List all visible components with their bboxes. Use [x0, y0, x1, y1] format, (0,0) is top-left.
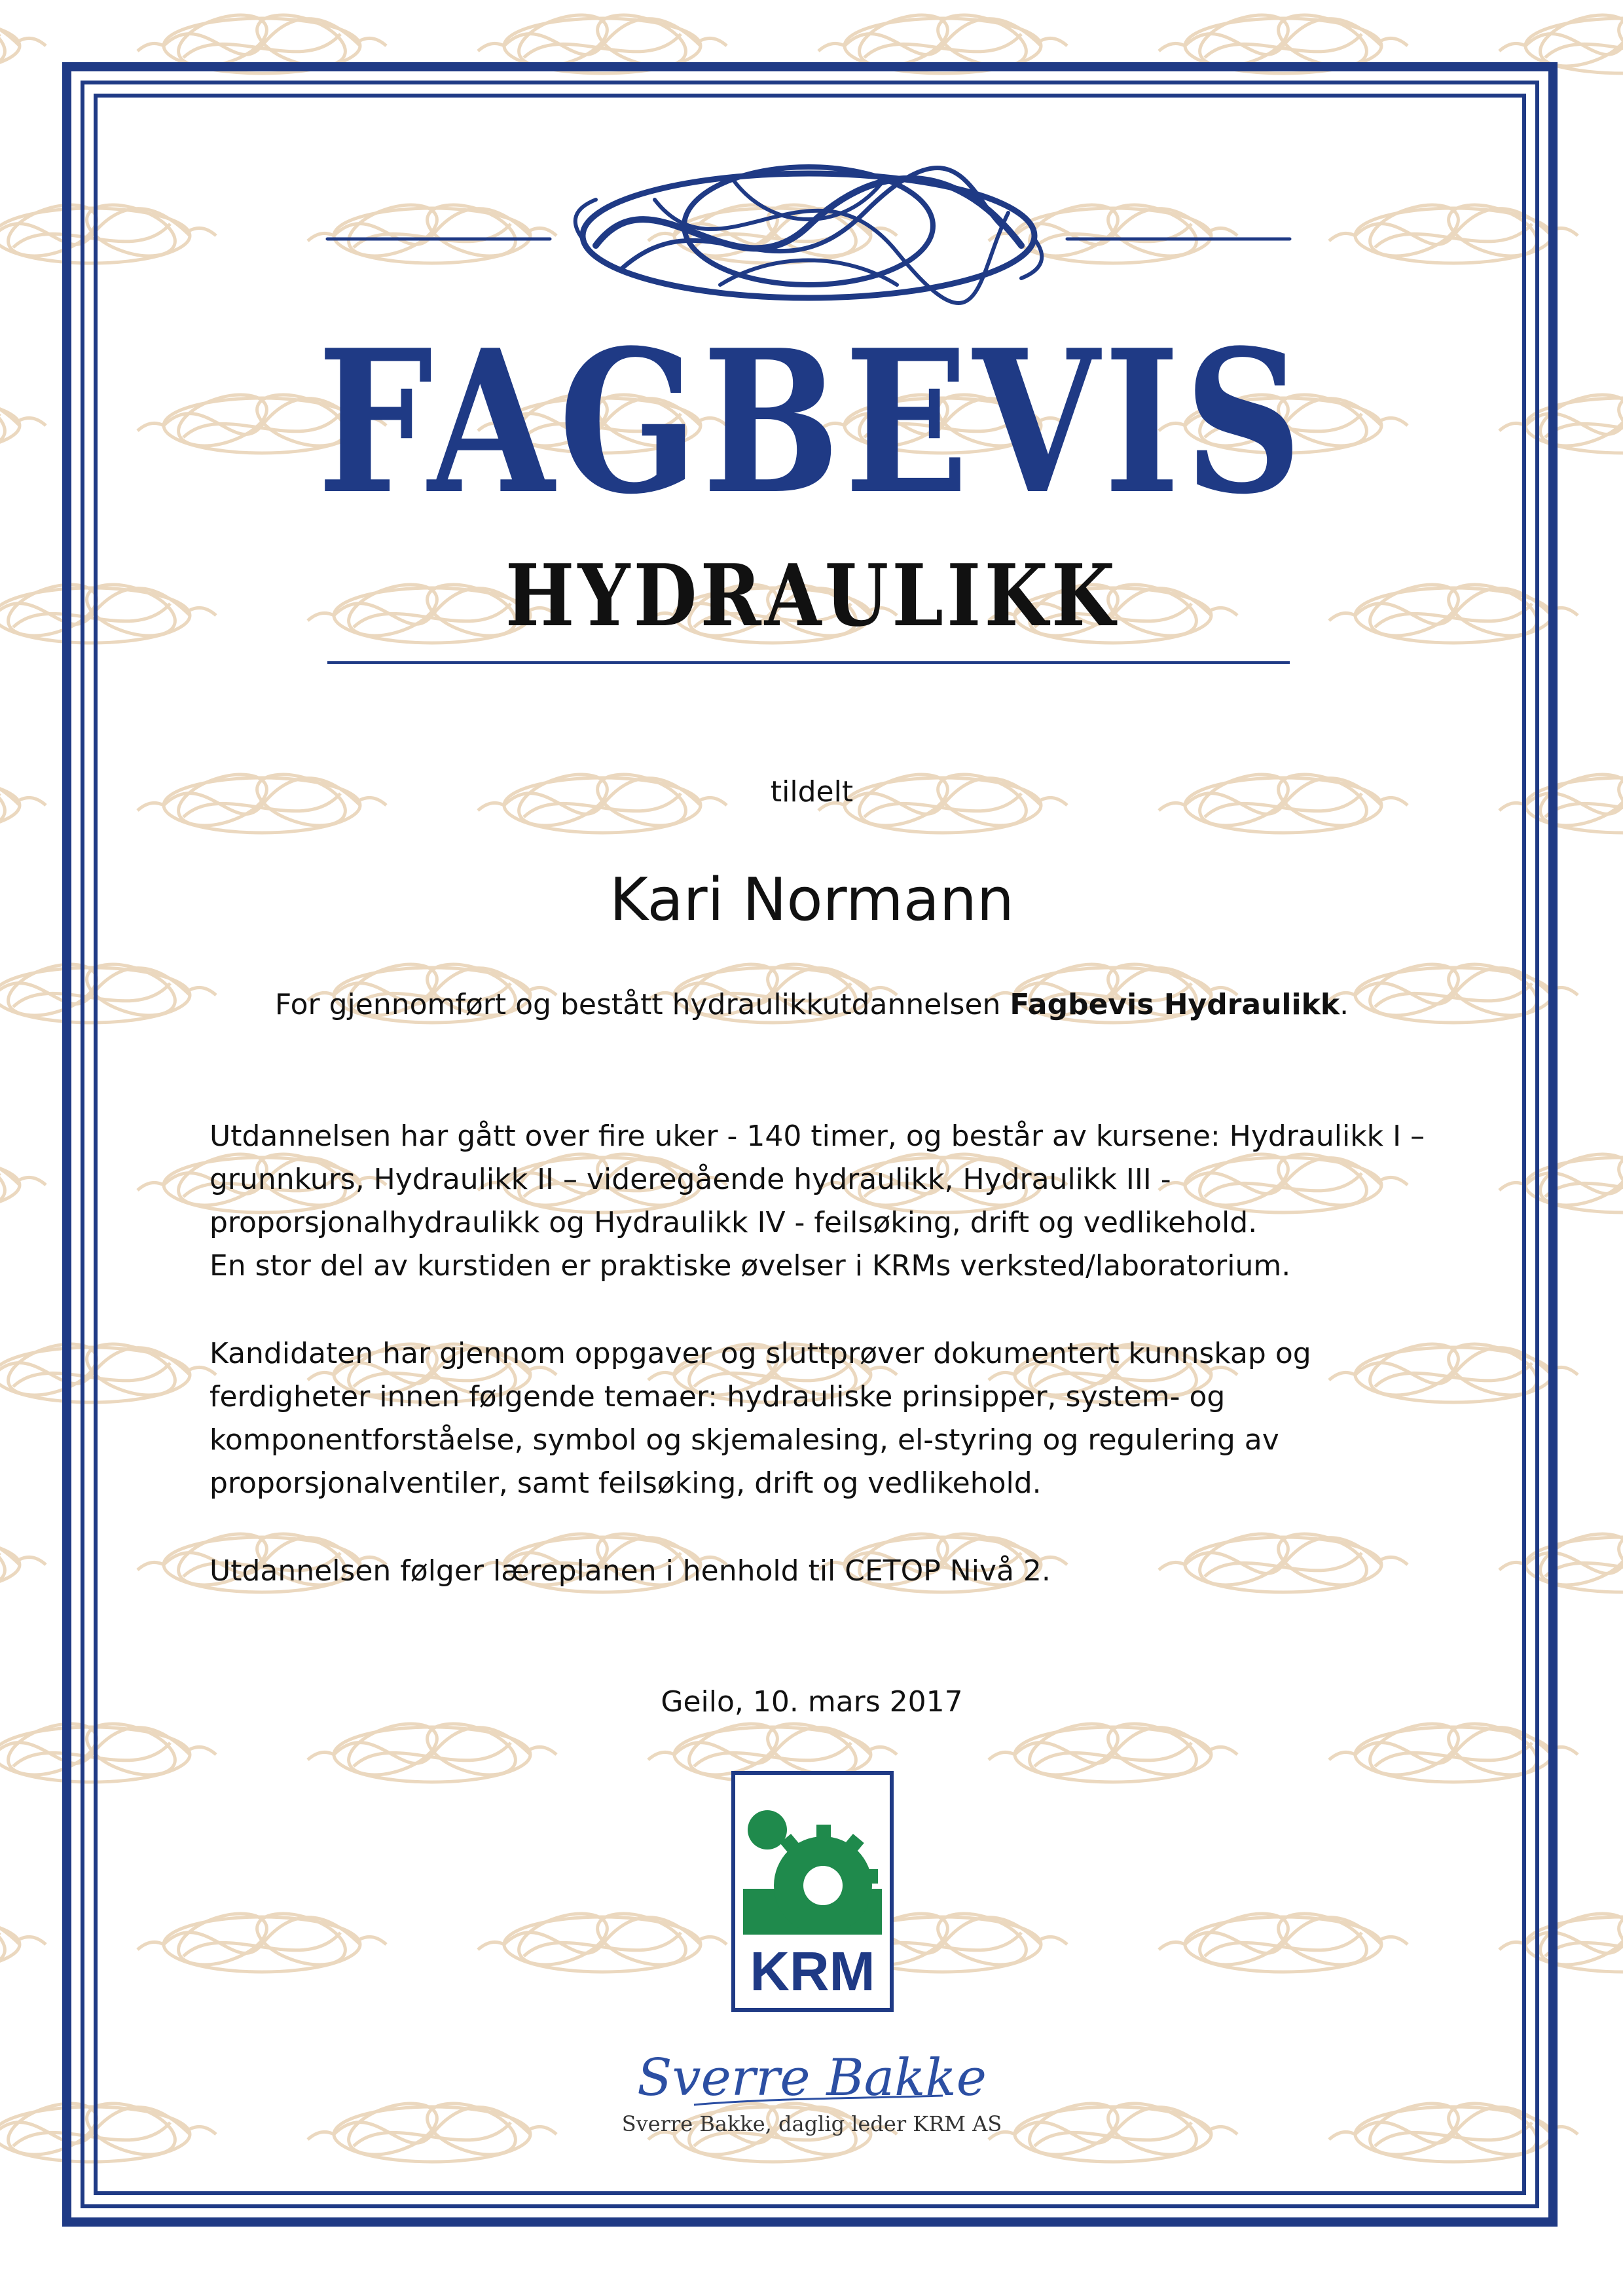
paragraph-line: Utdannelsen har gått over fire uker - 140 timer, og består av kursene: Hydraulikk I – [210, 1120, 1425, 1153]
logo-text: KRM [750, 1941, 875, 2002]
certificate-title: FAGBEVIS [317, 306, 1307, 538]
paragraph-line: komponentforståelse, symbol og skjemalesing, el-styring og regulering av [210, 1423, 1279, 1457]
paragraph-line: grunnkurs, Hydraulikk II – videregående hydraulikk, Hydraulikk III - [210, 1163, 1171, 1196]
course-description-paragraph [210, 1115, 1453, 1288]
intro-course-name: Fagbevis Hydraulikk [1010, 988, 1340, 1021]
intro-text: For gjennomført og bestått hydraulikkutdannelsen [274, 988, 1010, 1021]
competence-paragraph [210, 1332, 1453, 1505]
paragraph-line: proporsjonalhydraulikk og Hydraulikk IV - feilsøking, drift og vedlikehold. [210, 1206, 1258, 1239]
paragraph-line: Utdannelsen følger læreplanen i henhold til CETOP Nivå 2. [210, 1554, 1051, 1588]
signer-caption: Sverre Bakke, daglig leder KRM AS [621, 2111, 1002, 2136]
certificate-subtitle: HYDRAULIKK [505, 545, 1119, 646]
paragraph-line: En stor del av kurstiden er praktiske øvelser i KRMs verksted/laboratorium. [210, 1249, 1291, 1283]
curriculum-paragraph [210, 1550, 1453, 1593]
signature [637, 2033, 987, 2118]
flourish-ornament-icon [314, 154, 1303, 308]
krm-gear-logo-icon [731, 1771, 894, 2012]
intro-line [94, 985, 1530, 1025]
paragraph-line: ferdigheter innen følgende temaer: hydrauliske prinsipper, system- og [210, 1380, 1226, 1413]
title-divider [327, 661, 1290, 664]
intro-end: . [1340, 988, 1349, 1021]
recipient-name: Kari Normann [610, 866, 1014, 934]
signature-script: Sverre Bakke [637, 2049, 987, 2107]
paragraph-line: proporsjonalventiler, samt feilsøking, drift og vedlikehold. [210, 1467, 1042, 1500]
place-date: Geilo, 10. mars 2017 [661, 1685, 963, 1719]
paragraph-line: Kandidaten har gjennom oppgaver og sluttprøver dokumentert kunnskap og [210, 1337, 1311, 1370]
awarded-label: tildelt [770, 775, 854, 809]
